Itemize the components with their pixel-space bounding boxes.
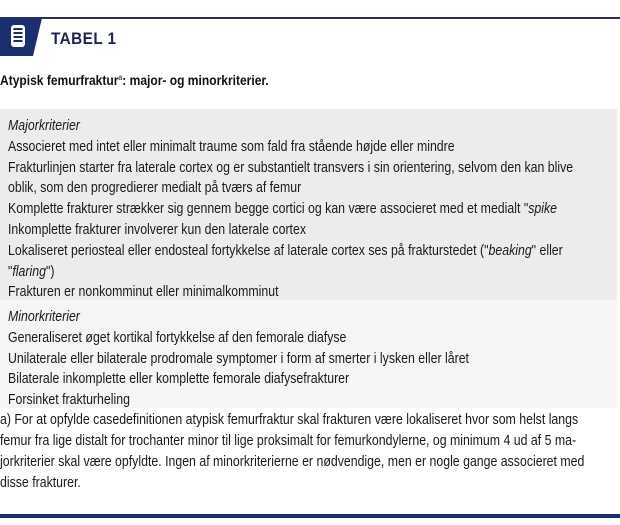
major-criterion: Frakturlinjen starter fra laterale cortex og er substantielt transvers i sin orientering, selvom den kan blive xyxy=(8,159,574,176)
major-criteria-section xyxy=(0,109,617,300)
minor-criterion: Bilaterale inkomplette eller komplette femorale diafysefrakturer xyxy=(8,371,350,388)
criterion-term-beaking: beaking xyxy=(488,242,532,259)
major-criterion: Inkomplette frakturer involverer kun den laterale cortex xyxy=(8,221,307,238)
minor-criteria-heading: Minorkriterier xyxy=(8,309,80,325)
top-rule xyxy=(0,17,620,19)
footnote-line: a) For at opfylde casedefinitionen atypisk femurfraktur skal frakturen være lokaliseret hvor som helst langs xyxy=(0,412,579,428)
bottom-rule xyxy=(0,514,620,518)
table-caption xyxy=(0,72,269,88)
minor-criterion: Forsinket frakturheling xyxy=(8,392,130,409)
criterion-term-spike: spike xyxy=(528,201,557,218)
document-list-icon xyxy=(0,18,42,56)
footnote-line: jorkriterier skal være opfyldte. Ingen af minorkriterierne er nødvendige, men er nogle gange associeret med xyxy=(0,454,585,470)
major-criterion-continued xyxy=(8,262,603,283)
table-title: TABEL 1 xyxy=(51,29,117,48)
major-criterion-continued: oblik, som den progredierer medialt på tværs af femur xyxy=(8,180,302,197)
major-criterion xyxy=(8,199,603,220)
caption-rest: : major- og minorkriterier. xyxy=(122,72,269,88)
criterion-text: " eller xyxy=(531,242,563,259)
caption-footnote-marker: a xyxy=(118,73,123,82)
criterion-text: ") xyxy=(45,263,55,280)
minor-criterion: Generaliseret øget kortikal fortykkelse af den femorale diafyse xyxy=(8,329,347,346)
major-criteria-heading: Majorkriterier xyxy=(8,118,80,134)
criterion-text: Komplette frakturer strækker sig gennem begge cortici og kan være associeret med et medialt " xyxy=(8,201,529,218)
major-criterion: Frakturen er nonkomminut eller minimalkomminut xyxy=(8,284,279,301)
footnote-line: femur fra lige distalt for trochanter minor til lige proksimalt for femurkondylerne, og minimum 4 ud af 5 ma- xyxy=(0,433,577,449)
criterion-text: Lokaliseret periosteal eller endosteal fortykkelse af laterale cortex ses på frakturstedet (" xyxy=(8,242,489,259)
minor-criteria-section xyxy=(0,303,617,408)
criterion-text: " xyxy=(8,263,13,280)
major-criterion xyxy=(8,241,603,262)
major-criterion: Associeret med intet eller minimalt traume som fald fra stående højde eller mindre xyxy=(8,138,455,155)
footnote-line: disse frakturer. xyxy=(0,475,81,491)
caption-main: Atypisk femurfraktur xyxy=(0,72,119,88)
table-footnote xyxy=(0,410,612,494)
minor-criterion: Unilaterale eller bilaterale prodromale symptomer i form af smerter i lysken eller låret xyxy=(8,350,469,367)
criterion-term-flaring: flaring xyxy=(12,263,46,280)
